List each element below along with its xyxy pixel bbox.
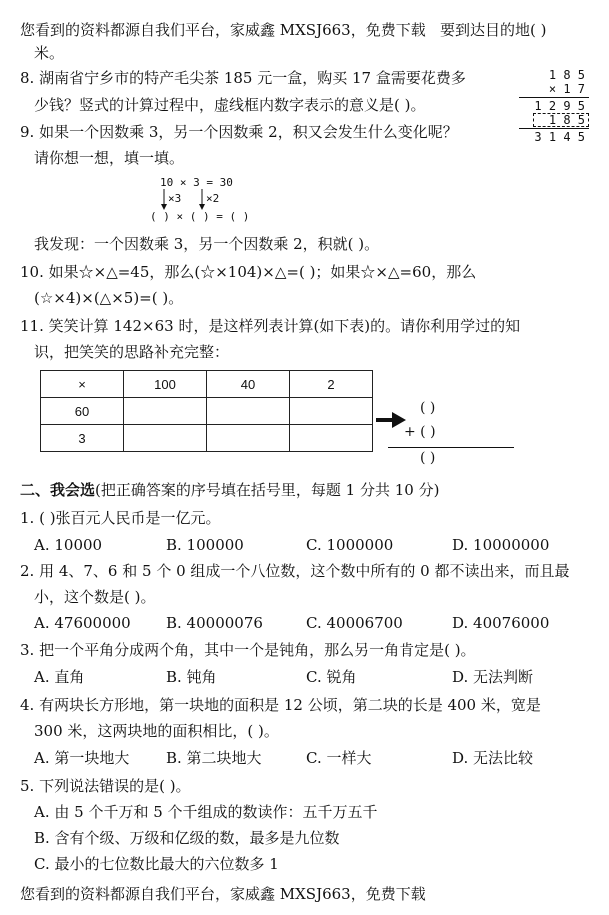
q9-mul-b: ×2 [206, 192, 220, 205]
table-row [41, 425, 373, 452]
vm-row1: 1 8 5 [548, 68, 585, 82]
vm-row5: 3 1 4 5 [534, 130, 585, 144]
table-cell: × [41, 371, 124, 398]
q8-line1: 8. 湖南省宁乡市的特产毛尖茶 185 元一盒，购买 17 盒需要花费多 [20, 69, 466, 87]
c5-option-b[interactable]: B. 含有个级、万级和亿级的数，最多是九位数 [34, 829, 340, 847]
table-cell: 2 [290, 371, 373, 398]
c4-option-a[interactable]: A. 第一块地大 [34, 749, 130, 767]
q8-line2: 少钱？竖式的计算过程中，虚线框内数字表示的意义是( )。 [34, 96, 426, 114]
c5-stem: 5. 下列说法错误的是( )。 [20, 777, 191, 795]
vm-rule2 [519, 128, 589, 129]
table-cell-blank[interactable] [207, 425, 290, 452]
table-cell-blank[interactable] [290, 425, 373, 452]
c2-line1: 2. 用 4、7、6 和 5 个 0 组成一个八位数，这个数中所有的 0 都不读出来，而且最 [20, 562, 570, 580]
table-cell: 40 [207, 371, 290, 398]
q11-sum-mid: + ( ) [404, 424, 436, 440]
c2-option-a[interactable]: A. 47600000 [34, 614, 131, 632]
table-cell-blank[interactable] [124, 398, 207, 425]
vm-row4: 1 8 5 [533, 113, 589, 127]
c3-stem: 3. 把一个平角分成两个角，其中一个是钝角，那么另一角肯定是( )。 [20, 641, 476, 659]
c3-option-b[interactable]: B. 钝角 [166, 668, 217, 686]
q7-unit: 米。 [34, 44, 65, 62]
c3-option-c[interactable]: C. 锐角 [306, 668, 357, 686]
c1-option-d[interactable]: D. 10000000 [452, 536, 550, 554]
c5-option-a[interactable]: A. 由 5 个千万和 5 个千组成的数读作：五千万五千 [34, 803, 378, 821]
header-watermark: 您看到的资料都源自我们平台，家威鑫 MXSJ663，免费下载 [20, 21, 426, 39]
q11-line1: 11. 笑笑计算 142×63 时，是这样列表计算(如下表)的。请你利用学过的知 [20, 317, 521, 335]
c2-option-b[interactable]: B. 40000076 [166, 614, 263, 632]
c1-option-a[interactable]: A. 10000 [34, 536, 103, 554]
c3-option-d[interactable]: D. 无法判断 [452, 668, 534, 686]
c2-line2: 小，这个数是( )。 [34, 588, 156, 606]
q10-line1: 10. 如果☆×△=45，那么(☆×104)×△=( )；如果☆×△=60，那么 [20, 263, 477, 281]
c5-option-c[interactable]: C. 最小的七位数比最大的六位数多 1 [34, 855, 279, 873]
q7-tail: 要到达目的地( ) [440, 21, 547, 39]
table-cell-blank[interactable] [207, 398, 290, 425]
table-cell: 3 [41, 425, 124, 452]
q9-line2: 请你想一想，填一填。 [34, 149, 185, 167]
c4-line2: 300 米，这两块地的面积相比，( )。 [34, 722, 279, 740]
c2-option-d[interactable]: D. 40076000 [452, 614, 550, 632]
c1-option-c[interactable]: C. 1000000 [306, 536, 394, 554]
vm-row2: × 1 7 [548, 82, 585, 96]
c4-line1: 4. 有两块长方形地，第一块地的面积是 12 公顷，第二块的长是 400 米，宽是 [20, 696, 541, 714]
table-cell: 60 [41, 398, 124, 425]
footer-watermark: 您看到的资料都源自我们平台，家威鑫 MXSJ663，免费下载 [20, 885, 426, 903]
c4-option-b[interactable]: B. 第二块地大 [166, 749, 262, 767]
c2-option-c[interactable]: C. 40006700 [306, 614, 403, 632]
table-row [41, 371, 373, 398]
right-arrow-icon [376, 412, 406, 428]
q9-mul-a: ×3 [168, 192, 182, 205]
table-cell-blank[interactable] [124, 425, 207, 452]
c3-option-a[interactable]: A. 直角 [34, 668, 85, 686]
q11-sum-bottom: ( ) [420, 450, 436, 466]
q9-diagram-bottom: ( ) × ( ) = ( ) [150, 210, 250, 223]
c1-stem: 1. ( )张百元人民币是一亿元。 [20, 509, 221, 527]
q11-sum-rule [388, 447, 514, 448]
c4-option-d[interactable]: D. 无法比较 [452, 749, 534, 767]
table-cell: 100 [124, 371, 207, 398]
q11-sum-top: ( ) [420, 400, 436, 416]
q10-line2: (☆×4)×(△×5)=( )。 [34, 289, 184, 307]
vm-rule1 [519, 97, 589, 98]
q9-finding: 我发现：一个因数乘 3，另一个因数乘 2，积就( )。 [34, 235, 380, 253]
q11-line2: 识，把笑笑的思路补充完整： [34, 343, 230, 361]
table-row [41, 398, 373, 425]
vm-row3: 1 2 9 5 [534, 99, 585, 113]
vertical-multiplication [519, 68, 589, 144]
q9-line1: 9. 如果一个因数乘 3，另一个因数乘 2，积又会发生什么变化呢？ [20, 123, 458, 141]
c4-option-c[interactable]: C. 一样大 [306, 749, 372, 767]
section2-heading [20, 480, 439, 500]
section2-instruction: (把正确答案的序号填在括号里，每题 1 分共 10 分) [95, 481, 440, 499]
section2-title: 二、我会选 [20, 481, 96, 499]
q9-diagram-top: 10 × 3 = 30 [160, 176, 233, 189]
q11-table [40, 370, 373, 452]
table-cell-blank[interactable] [290, 398, 373, 425]
c1-option-b[interactable]: B. 100000 [166, 536, 244, 554]
